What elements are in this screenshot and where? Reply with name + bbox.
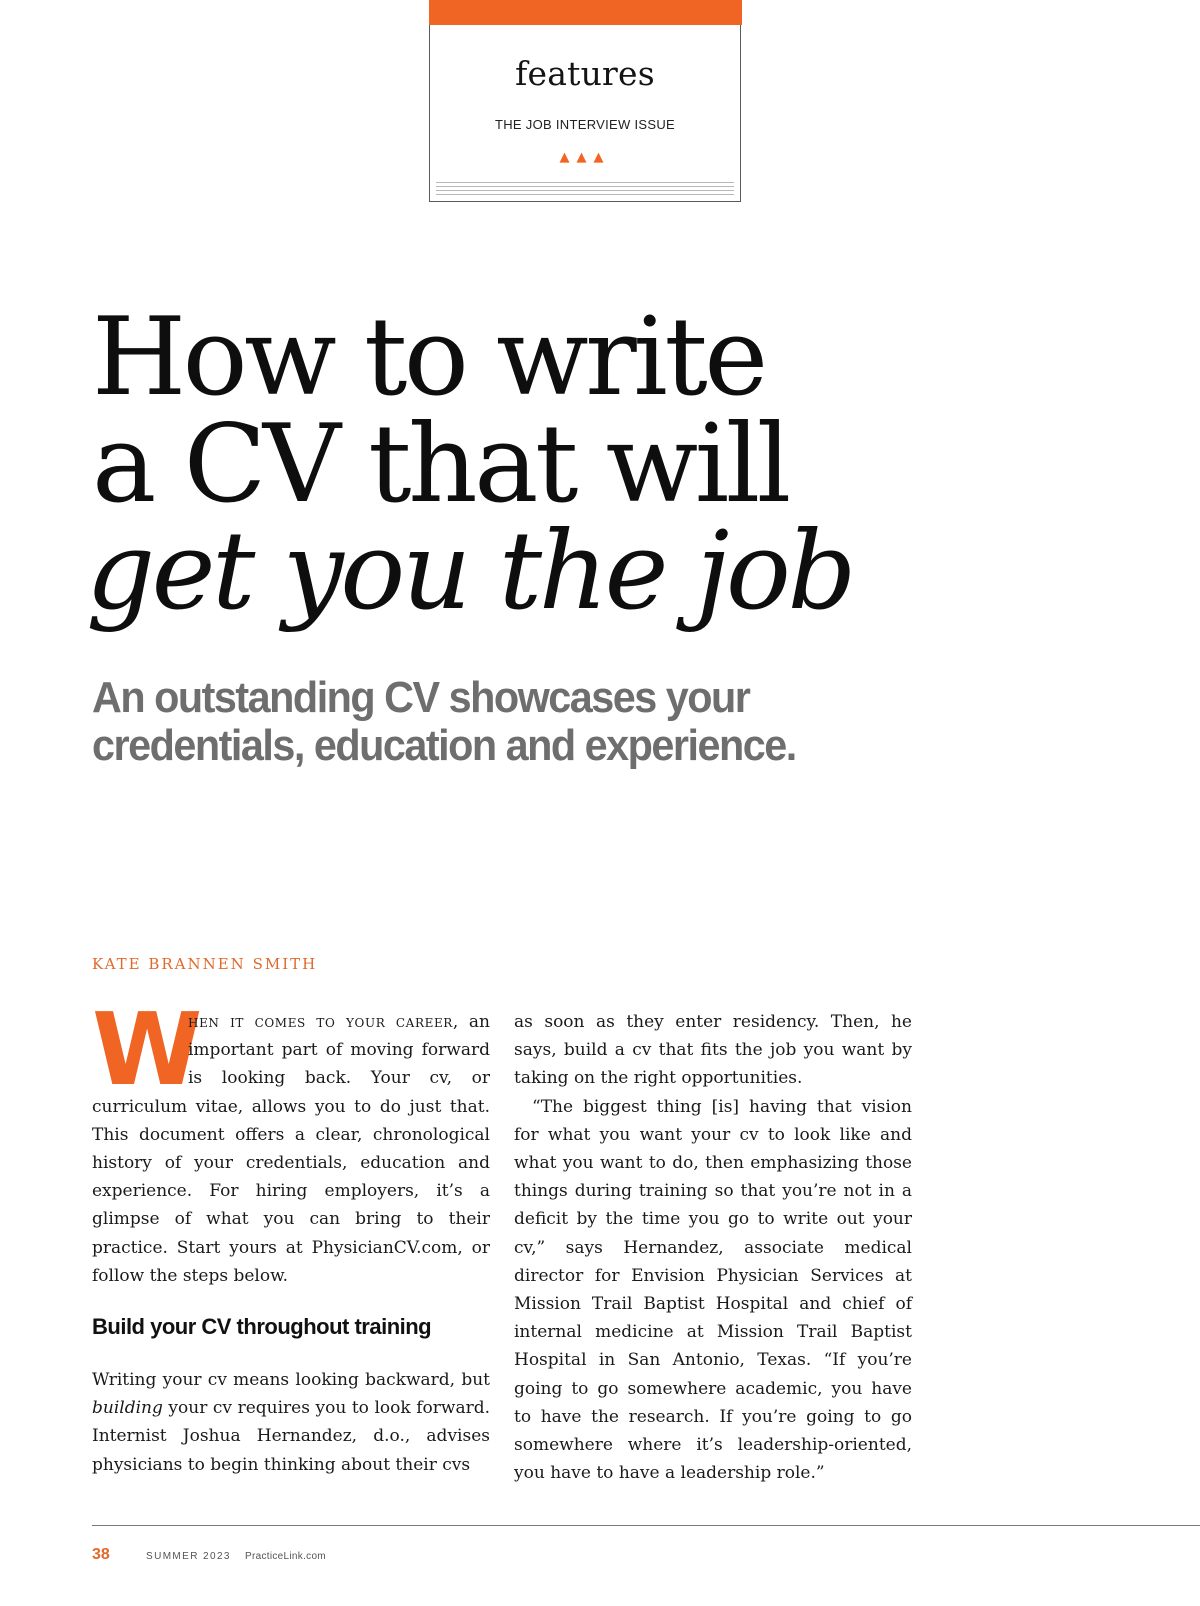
byline: KATE BRANNEN SMITH [92,955,318,973]
tab-rules [436,182,734,198]
triangle-icons: ▲▲▲ [559,150,611,165]
issue-label: THE JOB INTERVIEW ISSUE [494,117,676,132]
headline-line-3: get you the job [86,509,854,634]
tab-accent-bar [429,0,742,25]
deck-line-2: credentials, education and experience. [92,721,796,770]
paragraph-2-text-b: your cv requires you to look forward. Internist Joshua Hernandez, d.o., advises physicians to begin thinking about their cvs [92,1398,490,1475]
article-column-left [92,991,491,1479]
paragraph-3: as soon as they enter residency. Then, he says, build a cv that fits the job you want by taking on the right opportunities. [514,1012,912,1089]
footer-issue: SUMMER 2023 [146,1551,231,1562]
paragraph-2-text-a: Writing your cv means looking backward, but [92,1370,490,1391]
subhead: Build your CV throughout training [92,1314,432,1340]
headline-line-2: a CV that will [92,402,788,527]
article-column-right [514,1008,912,1487]
deck [92,674,806,770]
paragraph-2 [92,1366,490,1479]
headline-line-1: How to write [92,295,765,420]
drop-cap: W [92,991,199,1108]
headline [86,295,854,634]
paragraph-4: “The biggest thing [is] having that vision for what you want your cv to look like and what you want to do, then emphasizing those things during training so that you’re not in a deficit by the time you go to write out your cv,” says Hernandez, associate medical director for Envision Physician Services at Mission Trail Baptist Hospital and chief of internal medicine at Mission Trail Baptist Hospital in San Antonio, Texas. “If you’re going to go somewhere academic, you have to have the research. If you’re going to go somewhere where it’s leadership-oriented, you have to have a leadership role.” [514,1096,912,1484]
paragraph-intro-text: an important part of moving forward is looking back. Your cv, or curriculum vitae, allows you to do just that. This document offers a clear, chronological history of your credentials, education and experience. For hiring employers, it’s a glimpse of what you can bring to their practice. Start yours at PhysicianCV.com, or follow the steps below. [92,1012,491,1286]
footer-site: PracticeLink.com [245,1551,326,1562]
footer-rule [92,1525,1200,1526]
lead-in: hen it comes to your career, [188,1012,459,1032]
emphasis: building [92,1398,163,1419]
deck-line-1: An outstanding CV showcases your [92,673,750,722]
section-label: features [515,54,655,93]
page-number: 38 [92,1546,110,1563]
section-tab [429,0,741,202]
